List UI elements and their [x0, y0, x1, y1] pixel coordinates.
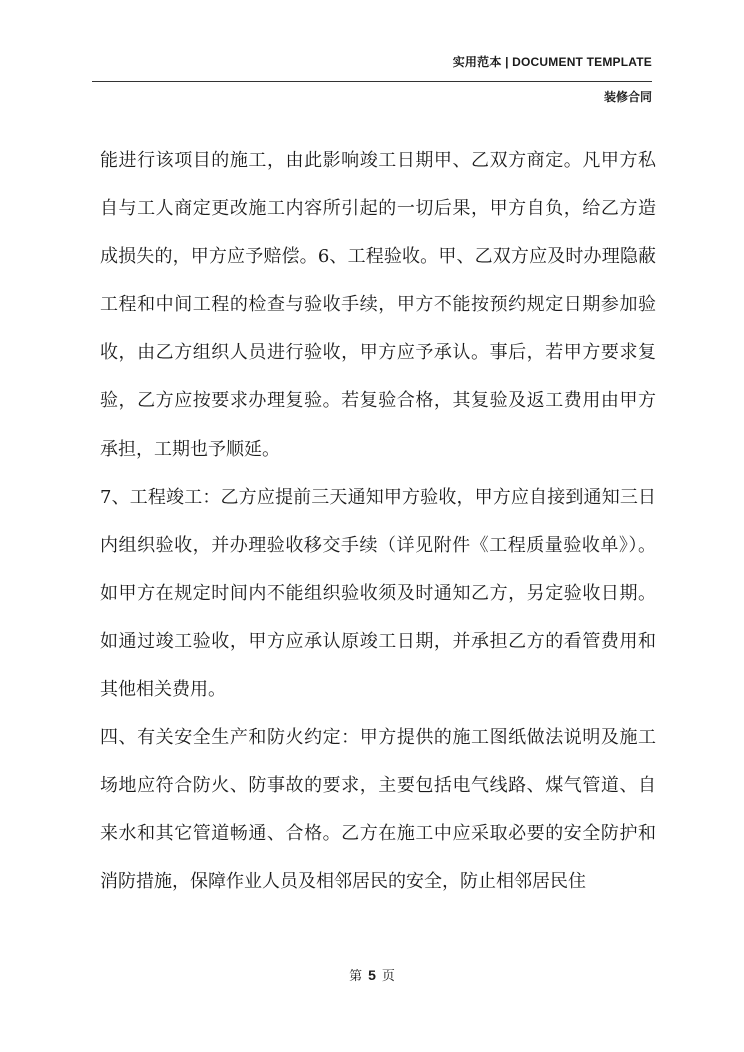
document-body	[100, 137, 656, 907]
page-number: 5	[368, 967, 376, 983]
page-footer	[0, 965, 744, 984]
footer-prefix: 第	[349, 969, 363, 984]
header-subtitle: 装修合同	[603, 90, 652, 104]
paragraph-1: 能进行该项目的施工，由此影响竣工日期甲、乙双方商定。凡甲方私自与工人商定更改施工内容所引起的一切后果，甲方自负，给乙方造成损失的，甲方应予赔偿。6、工程验收。甲、乙双方应及时办理隐蔽工程和中间工程的检查与验收手续，甲方不能按预约规定日期参加验收，由乙方组织人员进行验收，甲方应予承认。事后，若甲方要求复验，乙方应按要求办理复验。若复验合格，其复验及返工费用由甲方承担，工期也予顺延。	[100, 150, 656, 460]
header-divider	[92, 81, 652, 82]
footer-suffix: 页	[381, 969, 395, 984]
header-title: 实用范本 | DOCUMENT TEMPLATE	[452, 55, 652, 69]
paragraph-2: 7、工程竣工：乙方应提前三天通知甲方验收，甲方应自接到通知三日内组织验收，并办理验收移交手续（详见附件《工程质量验收单》）。如甲方在规定时间内不能组织验收须及时通知乙方，另定验收日期。如通过竣工验收，甲方应承认原竣工日期，并承担乙方的看管费用和其他相关费用。	[100, 486, 656, 701]
paragraph-3: 四、有关安全生产和防火约定：甲方提供的施工图纸做法说明及施工场地应符合防火、防事故的要求，主要包括电气线路、煤气管道、自来水和其它管道畅通、合格。乙方在施工中应采取必要的安全防护和消防措施，保障作业人员及相邻居民的安全，防止相邻居民住	[100, 727, 656, 893]
